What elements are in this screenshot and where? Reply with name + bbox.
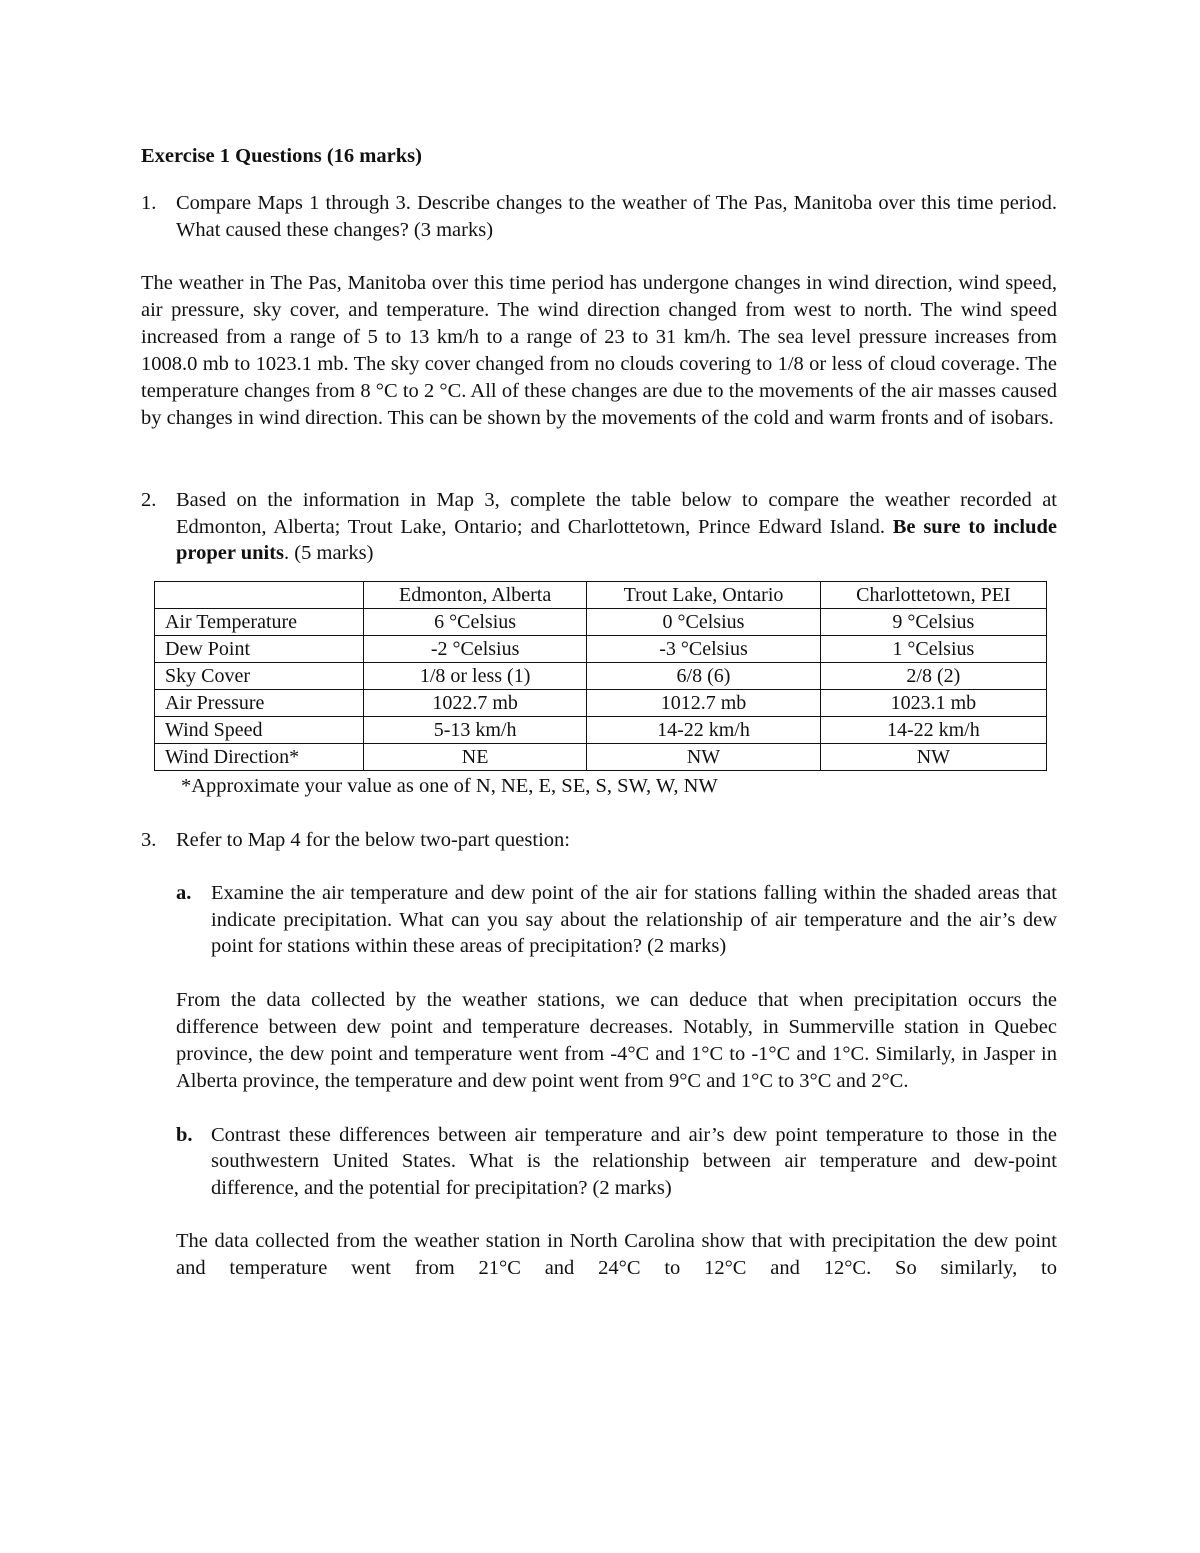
table-row [155, 635, 1047, 662]
table-cell: 6/8 (6) [587, 662, 821, 689]
question-3-text: Refer to Map 4 for the below two-part question: [176, 828, 570, 851]
table-header-row [155, 581, 1047, 608]
row-label-wind-direction: Wind Direction* [155, 743, 364, 770]
table-cell: 0 °Celsius [587, 608, 821, 635]
question-2-emphasis: Be sure to include proper units [176, 515, 1057, 564]
question-2-text: Based on the information in Map 3, complete the table below to compare the weather recorded at Edmonton, Alberta; Trout Lake, Ontario; and Charlottetown, Prince Edward Island. [176, 489, 1057, 538]
question-1 [141, 190, 1057, 243]
weather-comparison-table [154, 581, 1047, 771]
table-cell: 14-22 km/h [820, 716, 1046, 743]
table-cell: 5-13 km/h [364, 716, 587, 743]
table-row [155, 662, 1047, 689]
question-3 [141, 827, 1057, 854]
table-cell: 1/8 or less (1) [364, 662, 587, 689]
table-cell: 14-22 km/h [587, 716, 821, 743]
table-row [155, 608, 1047, 635]
question-3a-label: a. [176, 882, 192, 904]
table-cell: 1023.1 mb [820, 689, 1046, 716]
question-2-marks: . (5 marks) [284, 542, 374, 564]
table-cell: -2 °Celsius [364, 635, 587, 662]
answer-1: The weather in The Pas, Manitoba over this time period has undergone changes in wind direction, wind speed, air pressure, sky cover, and temperature. The wind direction changed from west to north. The wind speed increased from a range of 5 to 13 km/h to a range of 23 to 31 km/h. The sea level pressure increases from 1008.0 mb to 1023.1 mb. The sky cover changed from no clouds covering to 1/8 or less of cloud coverage. The temperature changes from 8 °C to 2 °C. All of these changes are due to the movements of the air masses caused by changes in wind direction. This can be shown by the movements of the cold and warm fronts and of isobars. [141, 272, 1057, 429]
table-cell: 9 °Celsius [820, 608, 1046, 635]
question-3a [141, 880, 1057, 960]
exercise-title: Exercise 1 Questions (16 marks) [141, 145, 422, 167]
table-footnote: *Approximate your value as one of N, NE, E, SE, S, SW, W, NW [181, 774, 718, 797]
table-header-charlottetown: Charlottetown, PEI [820, 581, 1046, 608]
question-3b-label: b. [176, 1123, 193, 1146]
table-cell: 1012.7 mb [587, 689, 821, 716]
document-page [141, 140, 1057, 1282]
question-3b [141, 1122, 1057, 1202]
row-label-air-temperature: Air Temperature [155, 608, 364, 635]
question-3-number: 3. [141, 828, 157, 851]
question-3b-text: Contrast these differences between air temperature and air’s dew point temperature to those in the southwestern United States. What is the relationship between air temperature and dew-point difference, and the potential for precipitation? (2 marks) [211, 1123, 1057, 1199]
answer-3b: The data collected from the weather station in North Carolina show that with precipitation the dew point and temperature went from 21°C and 24°C to 12°C and 12°C. So similarly, to [176, 1230, 1057, 1279]
table-cell: 1 °Celsius [820, 635, 1046, 662]
row-label-air-pressure: Air Pressure [155, 689, 364, 716]
table-cell: 2/8 (2) [820, 662, 1046, 689]
table-cell: 6 °Celsius [364, 608, 587, 635]
question-2 [141, 487, 1057, 567]
row-label-sky-cover: Sky Cover [155, 662, 364, 689]
row-label-wind-speed: Wind Speed [155, 716, 364, 743]
table-cell: NW [820, 743, 1046, 770]
table-row [155, 689, 1047, 716]
question-1-text: Compare Maps 1 through 3. Describe changes to the weather of The Pas, Manitoba over this time period. What caused these changes? (3 marks) [176, 192, 1057, 241]
table-row [155, 743, 1047, 770]
question-3a-text: Examine the air temperature and dew point of the air for stations falling within the shaded areas that indicate precipitation. What can you say about the relationship of air temperature and the air’s dew point for stations within these areas of precipitation? (2 marks) [211, 882, 1057, 957]
question-2-number: 2. [141, 489, 157, 511]
table-header-trout-lake: Trout Lake, Ontario [587, 581, 821, 608]
table-cell: NW [587, 743, 821, 770]
table-row [155, 716, 1047, 743]
table-cell: -3 °Celsius [587, 635, 821, 662]
table-cell: NE [364, 743, 587, 770]
row-label-dew-point: Dew Point [155, 635, 364, 662]
question-1-number: 1. [141, 192, 157, 214]
answer-3a: From the data collected by the weather stations, we can deduce that when precipitation occurs the difference between dew point and temperature decreases. Notably, in Summerville station in Quebec province, the dew point and temperature went from -4°C and 1°C to -1°C and 1°C. Similarly, in Jasper in Alberta province, the temperature and dew point went from 9°C and 1°C to 3°C and 2°C. [176, 988, 1057, 1092]
table-header-blank [155, 581, 364, 608]
table-cell: 1022.7 mb [364, 689, 587, 716]
table-header-edmonton: Edmonton, Alberta [364, 581, 587, 608]
